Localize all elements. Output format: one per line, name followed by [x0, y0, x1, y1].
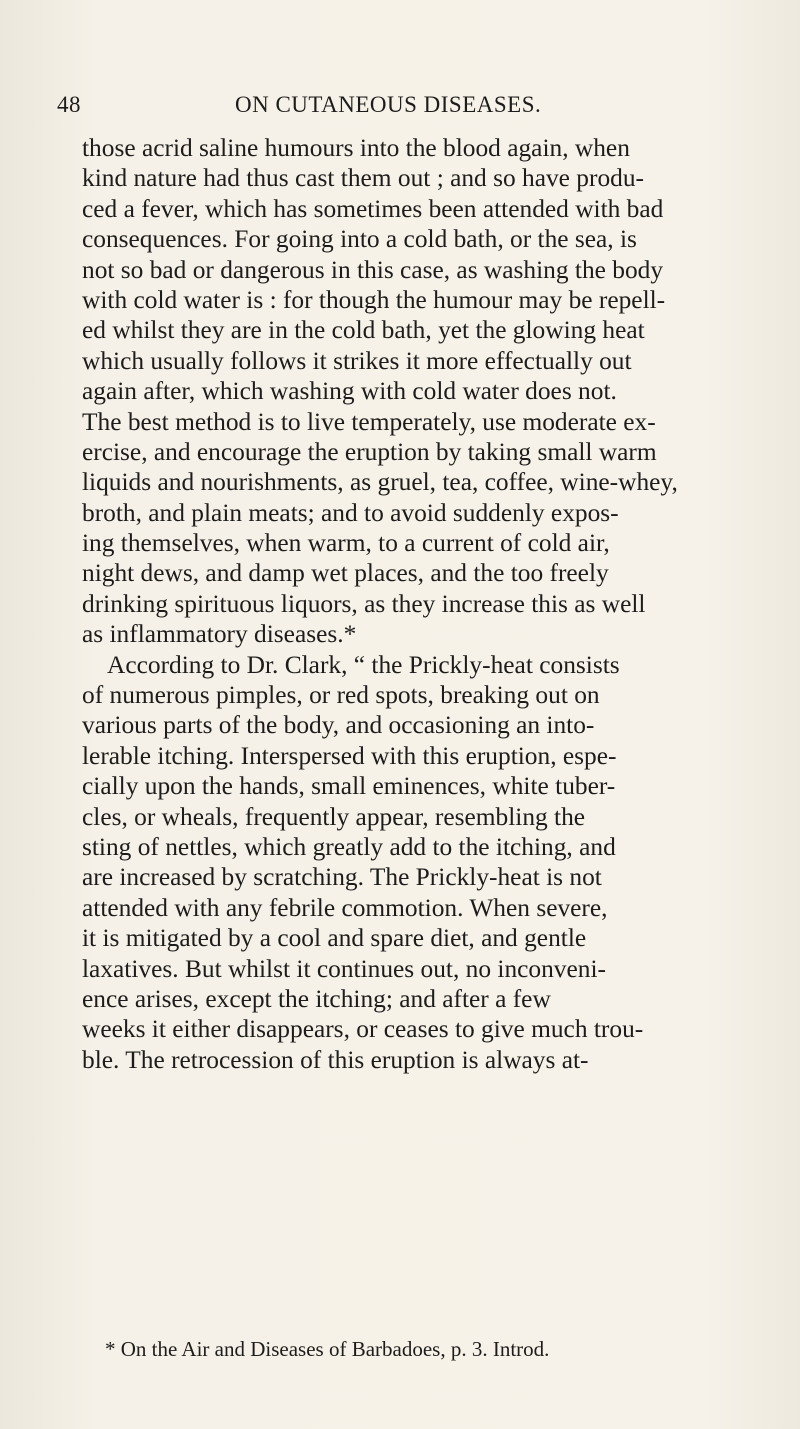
text-line: broth, and plain meats; and to avoid suddenly expos- — [82, 498, 619, 527]
footnote: * On the Air and Diseases of Barbadoes, p. 3. Introd. — [105, 1337, 550, 1361]
text-line: cially upon the hands, small eminences, white tuber- — [82, 772, 616, 801]
text-line: with cold water is : for though the humour may be repell- — [82, 285, 666, 314]
page-number: 48 — [57, 92, 81, 117]
text-line: ced a fever, which has sometimes been attended with bad — [82, 194, 664, 223]
text-line: ence arises, except the itching; and after a few — [82, 984, 551, 1013]
text-line: lerable itching. Interspersed with this eruption, espe- — [82, 741, 617, 770]
text-line: sting of nettles, which greatly add to the itching, and — [82, 832, 616, 861]
text-line: not so bad or dangerous in this case, as washing the body — [82, 255, 664, 284]
text-line: ble. The retrocession of this eruption is always at- — [82, 1045, 589, 1074]
paragraph-start-line: According to Dr. Clark, “ the Prickly-heat consists — [107, 650, 620, 679]
text-line: consequences. For going into a cold bath, or the sea, is — [82, 225, 637, 254]
text-line: weeks it either disappears, or ceases to give much trou- — [82, 1015, 644, 1044]
text-line: cles, or wheals, frequently appear, resembling the — [82, 802, 586, 831]
running-head: ON CUTANEOUS DISEASES. — [235, 92, 542, 117]
text-line: ed whilst they are in the cold bath, yet the glowing heat — [82, 316, 645, 345]
text-line: as inflammatory diseases.* — [82, 620, 357, 649]
text-line: ing themselves, when warm, to a current of cold air, — [82, 529, 610, 558]
text-line: which usually follows it strikes it more effectually out — [82, 346, 632, 375]
text-line: ercise, and encourage the eruption by taking small warm — [82, 437, 657, 466]
text-line: are increased by scratching. The Prickly-heat is not — [82, 863, 602, 892]
text-line: The best method is to live temperately, use moderate ex- — [82, 407, 656, 436]
text-line: night dews, and damp wet places, and the too freely — [82, 559, 609, 588]
text-line: it is mitigated by a cool and spare diet, and gentle — [82, 924, 587, 953]
text-line: drinking spirituous liquors, as they increase this as well — [82, 589, 646, 618]
text-line: liquids and nourishments, as gruel, tea, coffee, wine-whey, — [82, 468, 678, 497]
text-line: laxatives. But whilst it continues out, no inconveni- — [82, 954, 606, 983]
text-line: various parts of the body, and occasioning an into- — [82, 711, 595, 740]
text-line: of numerous pimples, or red spots, breaking out on — [82, 681, 600, 710]
text-line: attended with any febrile commotion. When severe, — [82, 893, 608, 922]
text-line: kind nature had thus cast them out ; and so have produ- — [82, 164, 644, 193]
text-line: again after, which washing with cold water does not. — [82, 377, 617, 406]
page-header — [40, 92, 760, 122]
body-text — [82, 133, 792, 1075]
text-line: those acrid saline humours into the blood again, when — [82, 134, 630, 162]
